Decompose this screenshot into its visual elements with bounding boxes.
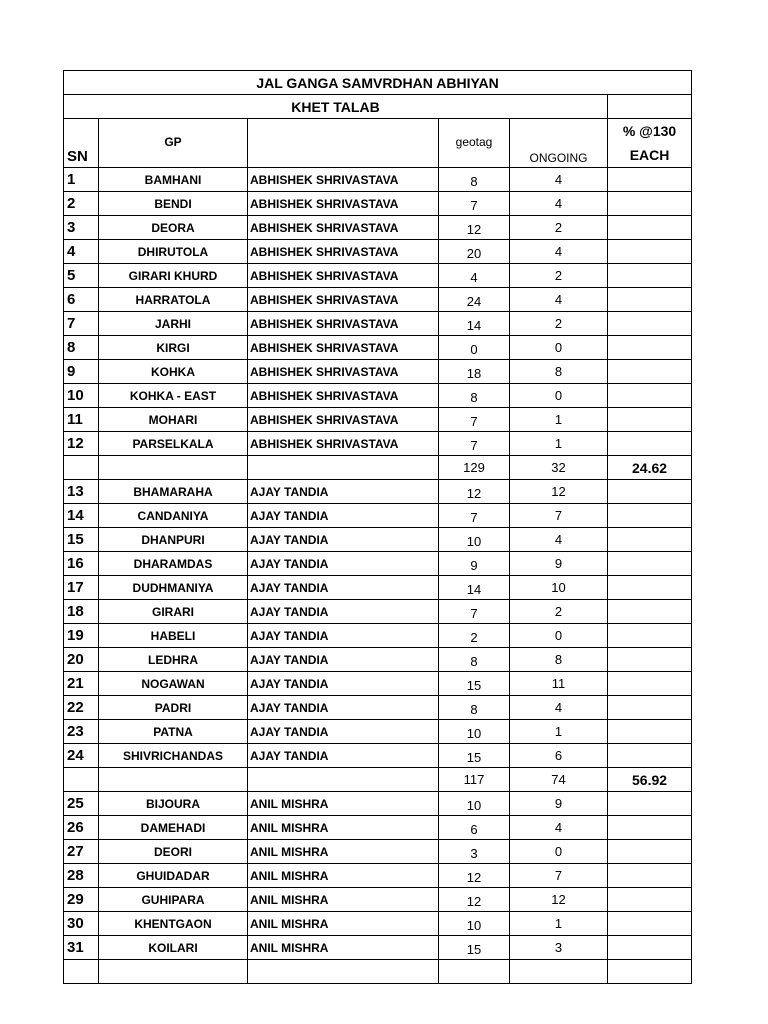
row-percent — [608, 648, 692, 672]
row-percent — [608, 408, 692, 432]
row-gp: KHENTGAON — [99, 912, 248, 936]
row-percent — [608, 384, 692, 408]
row-officer: ABHISHEK SHRIVASTAVA — [248, 360, 439, 384]
row-percent — [608, 480, 692, 504]
table-row — [64, 432, 692, 456]
row-gp: PADRI — [99, 696, 248, 720]
row-gp: KOILARI — [99, 936, 248, 960]
row-geotag: 24 — [439, 288, 510, 312]
row-gp: BIJOURA — [99, 792, 248, 816]
row-ongoing: 0 — [510, 384, 608, 408]
row-sn: 30 — [64, 912, 99, 936]
header-sn: SN — [64, 119, 99, 168]
row-ongoing: 9 — [510, 552, 608, 576]
row-ongoing: 4 — [510, 240, 608, 264]
row-percent — [608, 744, 692, 768]
row-sn: 29 — [64, 888, 99, 912]
total-percent: 24.62 — [608, 456, 692, 480]
row-geotag: 10 — [439, 720, 510, 744]
row-sn: 16 — [64, 552, 99, 576]
row-geotag: 12 — [439, 864, 510, 888]
row-ongoing: 11 — [510, 672, 608, 696]
header-geotag: geotag — [439, 119, 510, 168]
row-ongoing: 4 — [510, 528, 608, 552]
row-geotag: 15 — [439, 936, 510, 960]
row-officer: ABHISHEK SHRIVASTAVA — [248, 216, 439, 240]
khet-talab-table — [63, 70, 692, 984]
row-gp: DHARAMDAS — [99, 552, 248, 576]
total-officer — [248, 456, 439, 480]
table-row — [64, 168, 692, 192]
table-row — [64, 336, 692, 360]
row-sn: 22 — [64, 696, 99, 720]
row-ongoing: 1 — [510, 408, 608, 432]
row-percent — [608, 840, 692, 864]
sheet-title: JAL GANGA SAMVRDHAN ABHIYAN — [64, 71, 692, 95]
row-officer: AJAY TANDIA — [248, 624, 439, 648]
row-sn: 9 — [64, 360, 99, 384]
row-percent — [608, 528, 692, 552]
total-row — [64, 768, 692, 792]
row-geotag: 8 — [439, 696, 510, 720]
row-officer: ANIL MISHRA — [248, 816, 439, 840]
row-percent — [608, 720, 692, 744]
row-sn: 5 — [64, 264, 99, 288]
row-gp: PATNA — [99, 720, 248, 744]
row-ongoing: 6 — [510, 744, 608, 768]
row-gp: DHANPURI — [99, 528, 248, 552]
row-ongoing: 12 — [510, 480, 608, 504]
row-percent — [608, 264, 692, 288]
row-officer: ANIL MISHRA — [248, 912, 439, 936]
row-sn: 6 — [64, 288, 99, 312]
row-percent — [608, 312, 692, 336]
row-percent — [608, 168, 692, 192]
row-percent — [608, 336, 692, 360]
row-percent — [608, 432, 692, 456]
table-row — [64, 480, 692, 504]
row-gp: KOHKA — [99, 360, 248, 384]
row-ongoing: 9 — [510, 792, 608, 816]
table-row — [64, 408, 692, 432]
row-ongoing: 1 — [510, 432, 608, 456]
row-officer: AJAY TANDIA — [248, 672, 439, 696]
row-geotag: 18 — [439, 360, 510, 384]
row-gp: BHAMARAHA — [99, 480, 248, 504]
row-ongoing: 2 — [510, 312, 608, 336]
row-officer: AJAY TANDIA — [248, 504, 439, 528]
row-officer: AJAY TANDIA — [248, 744, 439, 768]
table-row — [64, 576, 692, 600]
total-geotag: 129 — [439, 456, 510, 480]
empty-cell — [608, 95, 692, 119]
row-ongoing: 4 — [510, 192, 608, 216]
row-ongoing: 2 — [510, 216, 608, 240]
table-row — [64, 648, 692, 672]
row-officer: AJAY TANDIA — [248, 480, 439, 504]
row-percent — [608, 624, 692, 648]
row-ongoing: 10 — [510, 576, 608, 600]
row-percent — [608, 192, 692, 216]
row-geotag: 12 — [439, 888, 510, 912]
row-officer: ANIL MISHRA — [248, 936, 439, 960]
blank-cell — [439, 960, 510, 984]
total-sn — [64, 768, 99, 792]
row-percent — [608, 216, 692, 240]
table-row — [64, 240, 692, 264]
row-ongoing: 7 — [510, 504, 608, 528]
row-geotag: 7 — [439, 504, 510, 528]
row-gp: GIRARI KHURD — [99, 264, 248, 288]
row-percent — [608, 888, 692, 912]
row-gp: DUDHMANIYA — [99, 576, 248, 600]
row-sn: 28 — [64, 864, 99, 888]
row-sn: 12 — [64, 432, 99, 456]
row-percent — [608, 672, 692, 696]
row-geotag: 10 — [439, 912, 510, 936]
row-gp: DAMEHADI — [99, 816, 248, 840]
table-row — [64, 840, 692, 864]
row-geotag: 7 — [439, 408, 510, 432]
row-sn: 2 — [64, 192, 99, 216]
row-geotag: 0 — [439, 336, 510, 360]
row-geotag: 7 — [439, 192, 510, 216]
row-sn: 13 — [64, 480, 99, 504]
row-geotag: 8 — [439, 648, 510, 672]
row-sn: 3 — [64, 216, 99, 240]
row-officer: AJAY TANDIA — [248, 600, 439, 624]
row-ongoing: 0 — [510, 336, 608, 360]
row-sn: 26 — [64, 816, 99, 840]
row-geotag: 8 — [439, 168, 510, 192]
row-percent — [608, 696, 692, 720]
row-ongoing: 7 — [510, 864, 608, 888]
row-officer: ANIL MISHRA — [248, 792, 439, 816]
blank-cell — [99, 960, 248, 984]
row-gp: DEORI — [99, 840, 248, 864]
row-officer: ABHISHEK SHRIVASTAVA — [248, 336, 439, 360]
header-percent-line1: % @130 — [622, 123, 677, 139]
header-gp: GP — [99, 119, 248, 168]
header-percent-line2: EACH — [629, 147, 670, 163]
row-gp: KIRGI — [99, 336, 248, 360]
table-row — [64, 936, 692, 960]
header-percent — [608, 119, 692, 168]
table-row — [64, 720, 692, 744]
total-officer — [248, 768, 439, 792]
row-geotag: 12 — [439, 480, 510, 504]
row-officer: AJAY TANDIA — [248, 648, 439, 672]
table-row — [64, 672, 692, 696]
row-gp: GIRARI — [99, 600, 248, 624]
row-sn: 19 — [64, 624, 99, 648]
row-ongoing: 8 — [510, 360, 608, 384]
row-percent — [608, 504, 692, 528]
row-ongoing: 4 — [510, 168, 608, 192]
row-gp: MOHARI — [99, 408, 248, 432]
table-row — [64, 216, 692, 240]
table-row — [64, 864, 692, 888]
row-sn: 20 — [64, 648, 99, 672]
table-row — [64, 816, 692, 840]
row-geotag: 20 — [439, 240, 510, 264]
row-gp: SHIVRICHANDAS — [99, 744, 248, 768]
table-row — [64, 792, 692, 816]
row-sn: 4 — [64, 240, 99, 264]
row-geotag: 7 — [439, 600, 510, 624]
row-geotag: 8 — [439, 384, 510, 408]
row-geotag: 4 — [439, 264, 510, 288]
row-gp: GHUIDADAR — [99, 864, 248, 888]
row-officer: ANIL MISHRA — [248, 864, 439, 888]
row-ongoing: 0 — [510, 624, 608, 648]
table-row — [64, 288, 692, 312]
row-percent — [608, 552, 692, 576]
row-sn: 24 — [64, 744, 99, 768]
table-row — [64, 696, 692, 720]
row-sn: 18 — [64, 600, 99, 624]
header-row — [64, 119, 692, 168]
row-officer: ABHISHEK SHRIVASTAVA — [248, 288, 439, 312]
row-sn: 8 — [64, 336, 99, 360]
row-officer: AJAY TANDIA — [248, 696, 439, 720]
row-officer: ABHISHEK SHRIVASTAVA — [248, 384, 439, 408]
row-gp: JARHI — [99, 312, 248, 336]
blank-cell — [248, 960, 439, 984]
row-ongoing: 4 — [510, 288, 608, 312]
table-row — [64, 552, 692, 576]
row-geotag: 2 — [439, 624, 510, 648]
row-sn: 23 — [64, 720, 99, 744]
row-gp: HABELI — [99, 624, 248, 648]
row-sn: 10 — [64, 384, 99, 408]
sheet-subtitle: KHET TALAB — [64, 95, 608, 119]
table-row — [64, 624, 692, 648]
row-geotag: 9 — [439, 552, 510, 576]
row-percent — [608, 864, 692, 888]
row-sn: 21 — [64, 672, 99, 696]
row-sn: 27 — [64, 840, 99, 864]
table-row — [64, 264, 692, 288]
row-gp: CANDANIYA — [99, 504, 248, 528]
row-sn: 15 — [64, 528, 99, 552]
row-percent — [608, 912, 692, 936]
row-gp: DEORA — [99, 216, 248, 240]
row-officer: AJAY TANDIA — [248, 576, 439, 600]
row-gp: BENDI — [99, 192, 248, 216]
row-ongoing: 0 — [510, 840, 608, 864]
row-geotag: 6 — [439, 816, 510, 840]
row-ongoing: 2 — [510, 600, 608, 624]
row-officer: ABHISHEK SHRIVASTAVA — [248, 192, 439, 216]
total-gp — [99, 456, 248, 480]
row-gp: LEDHRA — [99, 648, 248, 672]
row-sn: 7 — [64, 312, 99, 336]
row-officer: ABHISHEK SHRIVASTAVA — [248, 168, 439, 192]
row-percent — [608, 288, 692, 312]
row-ongoing: 8 — [510, 648, 608, 672]
table-row — [64, 192, 692, 216]
row-gp: GUHIPARA — [99, 888, 248, 912]
row-officer: ABHISHEK SHRIVASTAVA — [248, 312, 439, 336]
row-geotag: 7 — [439, 432, 510, 456]
row-officer: ABHISHEK SHRIVASTAVA — [248, 408, 439, 432]
table-row — [64, 600, 692, 624]
table-row — [64, 504, 692, 528]
row-percent — [608, 816, 692, 840]
table-row — [64, 384, 692, 408]
total-row — [64, 456, 692, 480]
row-sn: 1 — [64, 168, 99, 192]
row-geotag: 14 — [439, 312, 510, 336]
row-gp: PARSELKALA — [99, 432, 248, 456]
total-ongoing: 74 — [510, 768, 608, 792]
row-geotag: 14 — [439, 576, 510, 600]
row-officer: ABHISHEK SHRIVASTAVA — [248, 240, 439, 264]
row-ongoing: 1 — [510, 720, 608, 744]
header-ongoing: ONGOING — [510, 119, 608, 168]
header-officer — [248, 119, 439, 168]
row-officer: ANIL MISHRA — [248, 888, 439, 912]
row-ongoing: 1 — [510, 912, 608, 936]
row-geotag: 3 — [439, 840, 510, 864]
row-percent — [608, 576, 692, 600]
row-geotag: 10 — [439, 792, 510, 816]
blank-cell — [608, 960, 692, 984]
total-gp — [99, 768, 248, 792]
row-sn: 31 — [64, 936, 99, 960]
row-officer: AJAY TANDIA — [248, 720, 439, 744]
table-row — [64, 744, 692, 768]
row-percent — [608, 792, 692, 816]
row-gp: KOHKA - EAST — [99, 384, 248, 408]
row-percent — [608, 360, 692, 384]
row-gp: NOGAWAN — [99, 672, 248, 696]
row-geotag: 15 — [439, 672, 510, 696]
row-ongoing: 2 — [510, 264, 608, 288]
row-geotag: 15 — [439, 744, 510, 768]
row-sn: 17 — [64, 576, 99, 600]
total-ongoing: 32 — [510, 456, 608, 480]
row-officer: ANIL MISHRA — [248, 840, 439, 864]
total-geotag: 117 — [439, 768, 510, 792]
row-ongoing: 4 — [510, 696, 608, 720]
total-percent: 56.92 — [608, 768, 692, 792]
table-row — [64, 912, 692, 936]
row-geotag: 12 — [439, 216, 510, 240]
row-ongoing: 3 — [510, 936, 608, 960]
row-ongoing: 4 — [510, 816, 608, 840]
row-officer: ABHISHEK SHRIVASTAVA — [248, 264, 439, 288]
row-officer: AJAY TANDIA — [248, 552, 439, 576]
table-row — [64, 888, 692, 912]
row-officer: AJAY TANDIA — [248, 528, 439, 552]
row-geotag: 10 — [439, 528, 510, 552]
row-gp: HARRATOLA — [99, 288, 248, 312]
row-sn: 14 — [64, 504, 99, 528]
row-percent — [608, 600, 692, 624]
table-row — [64, 528, 692, 552]
row-officer: ABHISHEK SHRIVASTAVA — [248, 432, 439, 456]
row-sn: 25 — [64, 792, 99, 816]
row-sn: 11 — [64, 408, 99, 432]
table-row — [64, 360, 692, 384]
table-row — [64, 312, 692, 336]
row-gp: DHIRUTOLA — [99, 240, 248, 264]
blank-cell — [64, 960, 99, 984]
row-gp: BAMHANI — [99, 168, 248, 192]
blank-cell — [510, 960, 608, 984]
total-sn — [64, 456, 99, 480]
row-ongoing: 12 — [510, 888, 608, 912]
blank-row — [64, 960, 692, 984]
row-percent — [608, 936, 692, 960]
row-percent — [608, 240, 692, 264]
